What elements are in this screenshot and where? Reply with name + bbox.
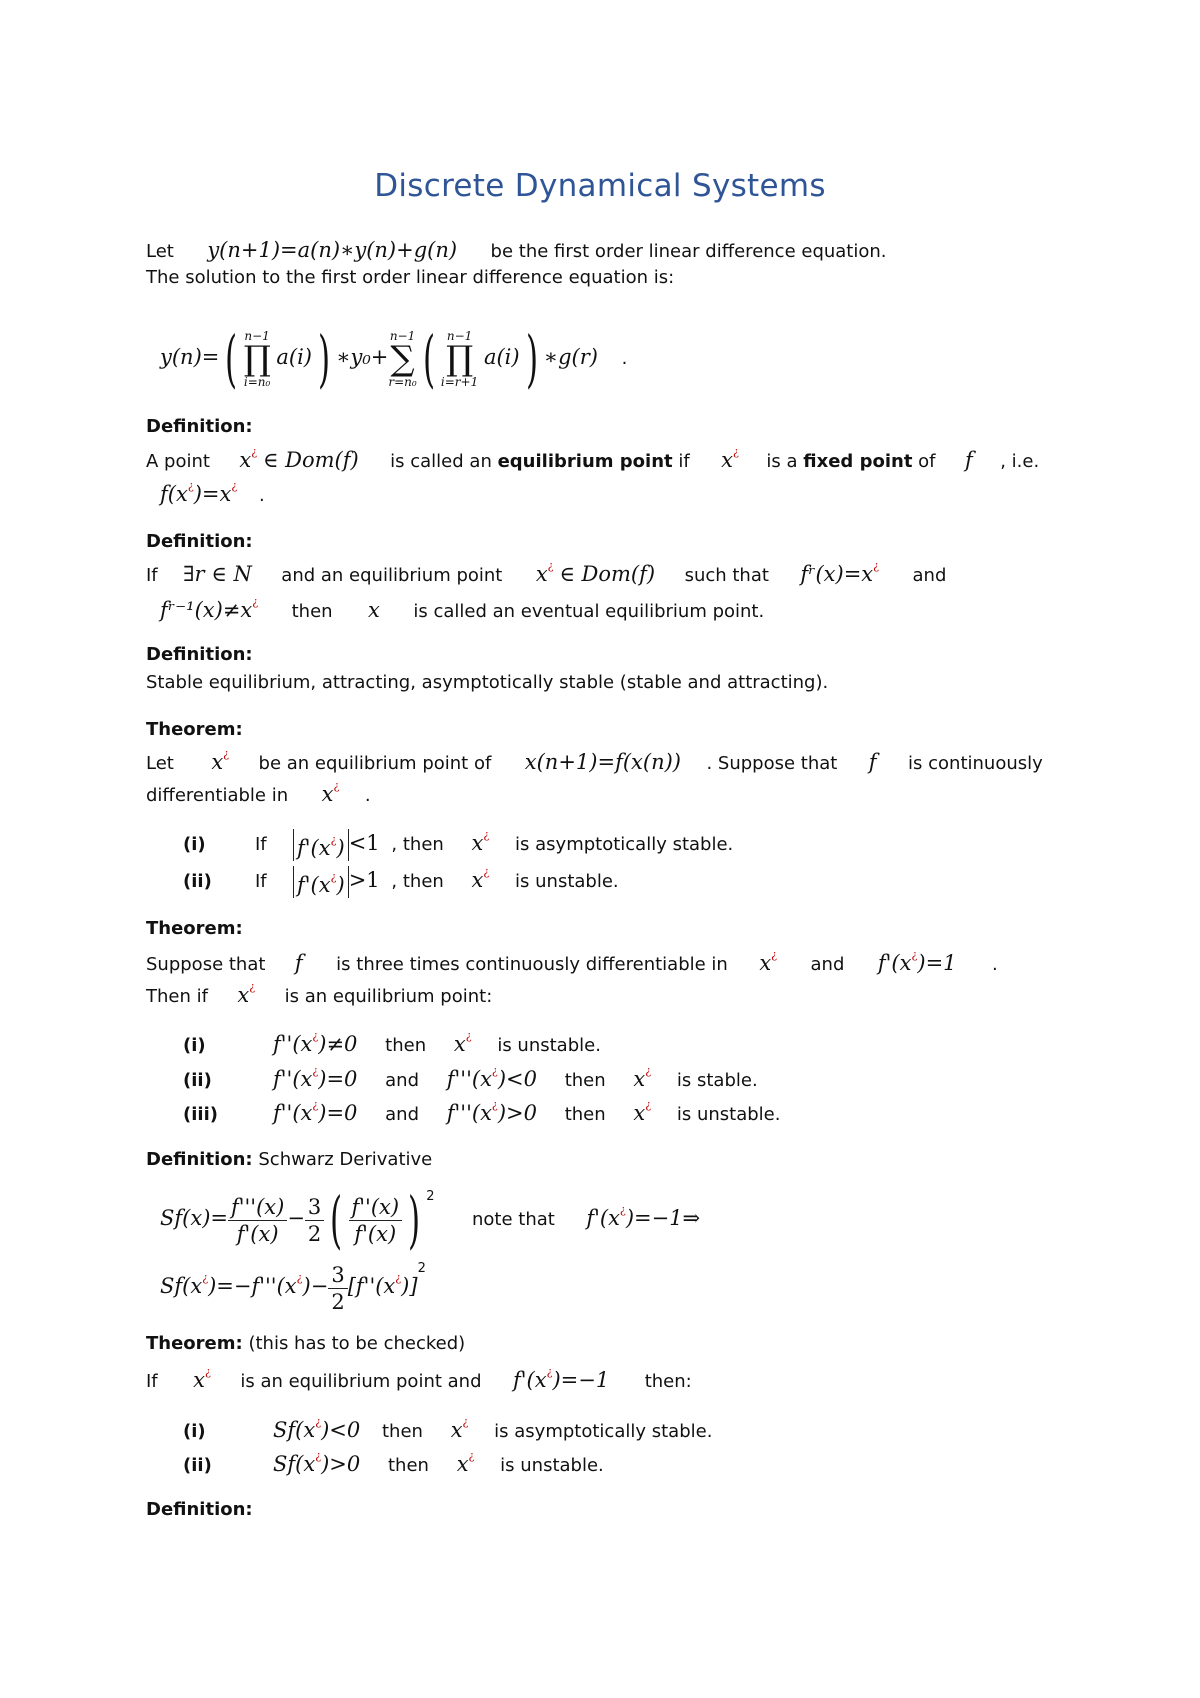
thm3-item-ii: (ii) Sf(x¿)>0 then x¿ is unstable. [183, 1449, 604, 1476]
thm2-item-i: (i) f''(x¿)≠0 then x¿ is unstable. [183, 1029, 601, 1056]
def5-heading: Definition: [146, 1499, 253, 1520]
thm2-line-2: Then if x¿ is an equilibrium point: [146, 980, 493, 1007]
solution-formula [160, 322, 628, 395]
difference-equation: y(n+1)=a(n)∗y(n)+g(n) [207, 238, 458, 262]
thm3-item-i: (i) Sf(x¿)<0 then x¿ is asymptotically stable. [183, 1415, 713, 1442]
map-equation: x(n+1)=f(x(n)) [524, 750, 681, 774]
sum-operator: n−1 ∑ r=n₀ [388, 329, 417, 389]
x-star: x¿ [721, 445, 739, 472]
def3-text: Stable equilibrium, attracting, asymptotically stable (stable and attracting). [146, 672, 829, 693]
page-title: Discrete Dynamical Systems [374, 168, 826, 204]
x-star: x¿ [239, 445, 258, 472]
product-operator-1: n−1 ∏ i=n₀ [243, 329, 271, 389]
thm1-heading: Theorem: [146, 719, 243, 740]
absolute-value: f'(x¿) [293, 829, 349, 861]
schwarz-at-fixed-point: Sf(x¿)=−f'''(x¿)− $\frac{3}{2}$ $[f''(x^¿)]^2$ [160, 1261, 426, 1314]
intro-line-2: The solution to the first order linear difference equation is: [146, 267, 675, 288]
a-of-i-2: a(i) [483, 345, 520, 369]
absolute-value: f'(x¿) [293, 866, 349, 898]
def2-heading: Definition: [146, 531, 253, 552]
thm2-line-1: Suppose that f is three times continuously differentiable in x¿ and f'(x¿)=1 . [146, 948, 998, 975]
schwarz-formula: Sf(x)= $\frac{f'''(x)}{f'(x)}$ − $\frac{3}{2}$ ( $\frac{f''(x)}{f'(x)}$ ) $^2$ note that f'(x¿)=−1⇒ [160, 1183, 701, 1256]
thm1-item-i: (i) If f'(x¿) <1 , then x¿ is asymptotically stable. [183, 828, 734, 860]
paren-right-1: ) [318, 322, 331, 395]
def1-line-1: A point x¿ ∈ Dom(f) is called an equilibrium point if x¿ is a fixed point of f , i.e. [146, 445, 1040, 472]
thm2-item-ii: (ii) f''(x¿)=0 and f'''(x¿)<0 then x¿ is stable. [183, 1064, 758, 1091]
thm3-heading: Theorem: (this has to be checked) [146, 1333, 466, 1354]
paren-left-2: ( [422, 322, 435, 395]
paren-right-2: ) [525, 322, 538, 395]
def2-line-2: fʳ⁻¹(x)≠x¿ then x is called an eventual equilibrium point. [160, 595, 765, 622]
thm2-heading: Theorem: [146, 918, 243, 939]
thm1-item-ii: (ii) If f'(x¿) >1 , then x¿ is unstable. [183, 865, 619, 897]
def1-heading: Definition: [146, 416, 253, 437]
thm2-item-iii: (iii) f''(x¿)=0 and f'''(x¿)>0 then x¿ is unstable. [183, 1098, 781, 1125]
def4-heading: Definition: Schwarz Derivative [146, 1149, 433, 1170]
fraction-1: $\frac{f'''(x)}{f'(x)}$ [228, 1194, 287, 1247]
product-1-lower: i=n₀ [243, 375, 271, 389]
thm3-line-1: If x¿ is an equilibrium point and f'(x¿)=−1 then: [146, 1365, 692, 1392]
a-of-i-1: a(i) [276, 345, 312, 369]
text-first-order: be the first order linear difference equation. [490, 241, 887, 262]
def1-line-2: f(x¿)=x¿ . [160, 479, 265, 506]
intro-line-1 [146, 238, 887, 264]
def2-line-1: If ∃r ∈ N and an equilibrium point x¿ ∈ Dom(f) such that fʳ(x)=x¿ and [146, 559, 947, 586]
fraction-3-2: $\frac{3}{2}$ [305, 1194, 324, 1247]
y0-term: ∗y₀+ [336, 345, 389, 369]
domain-expression: ∈ Dom(f) [262, 448, 359, 472]
product-2-lower: i=r+1 [440, 375, 479, 389]
solution-lhs: y(n)= [160, 345, 220, 369]
solution-dot: . [621, 348, 628, 369]
exists-r-expression: ∃r ∈ N [183, 562, 252, 586]
sum-lower: r=n₀ [388, 375, 417, 389]
fraction-2: $\frac{f''(x)}{f'(x)}$ [349, 1194, 403, 1247]
paren-left-1: ( [225, 322, 238, 395]
thm1-line-2: differentiable in x¿ . [146, 779, 371, 806]
def3-heading: Definition: [146, 644, 253, 665]
product-operator-2: n−1 ∏ i=r+1 [440, 329, 479, 389]
g-term: ∗g(r) [543, 345, 598, 369]
sum-upper: n−1 [389, 329, 416, 343]
thm1-line-1: Let x¿ be an equilibrium point of x(n+1)=f(x(n)) . Suppose that f is continuously [146, 747, 1043, 774]
product-2-upper: n−1 [446, 329, 473, 343]
schwarz-derivative-title: Schwarz Derivative [258, 1149, 433, 1170]
product-1-upper: n−1 [244, 329, 270, 343]
text-let: Let [146, 241, 174, 262]
